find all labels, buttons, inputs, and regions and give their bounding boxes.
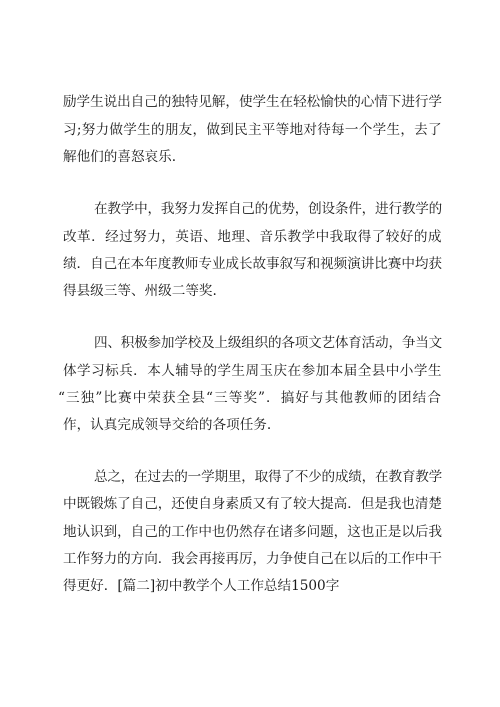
paragraph-2-line-3: 绩．自己在本年度教师专业成长故事叙写和视频演讲比赛中均获	[63, 256, 442, 272]
paragraph-1-line-1: 励学生说出自己的独特见解，使学生在轻松愉快的心情下进行学	[63, 94, 442, 110]
paragraph-4-line-1: 总之，在过去的一学期里，取得了不少的成绩，在教育教学	[94, 469, 442, 485]
paragraph-1-line-3: 解他们的喜怒哀乐.	[63, 149, 177, 165]
paragraph-4-line-3: 地认识到，自己的工作中也仍然存在诸多问题，这也正是以后我	[63, 524, 442, 540]
paragraph-2-line-4: 得县级三等、州级二等奖.	[63, 283, 217, 299]
paragraph-3-line-4: 作，认真完成领导交给的各项任务.	[63, 417, 272, 433]
paragraph-4-line-4: 工作努力的方向．我会再接再厉，力争使自己在以后的工作中干	[63, 551, 442, 567]
paragraph-4-line-5: 得更好．[篇二]初中教学个人工作总结1500字	[63, 578, 340, 594]
paragraph-2-line-2: 改革．经过努力，英语、地理、音乐教学中我取得了较好的成	[63, 229, 442, 245]
paragraph-3-line-2: 体学习标兵．本人辅导的学生周玉庆在参加本届全县中小学生	[63, 363, 442, 379]
paragraph-3-line-1: 四、积极参加学校及上级组织的各项文艺体育活动，争当文	[94, 335, 442, 351]
paragraph-4-line-2: 中既锻炼了自己，还使自身素质又有了较大提高．但是我也清楚	[63, 496, 442, 512]
paragraph-1-line-2: 习;努力做学生的朋友，做到民主平等地对待每一个学生，去了	[63, 122, 442, 138]
paragraph-2-line-1: 在教学中，我努力发挥自己的优势，创设条件，进行教学的	[94, 201, 442, 217]
paragraph-3-line-3: “三独”比赛中荣获全县“三等奖”．搞好与其他教师的团结合	[58, 390, 443, 406]
